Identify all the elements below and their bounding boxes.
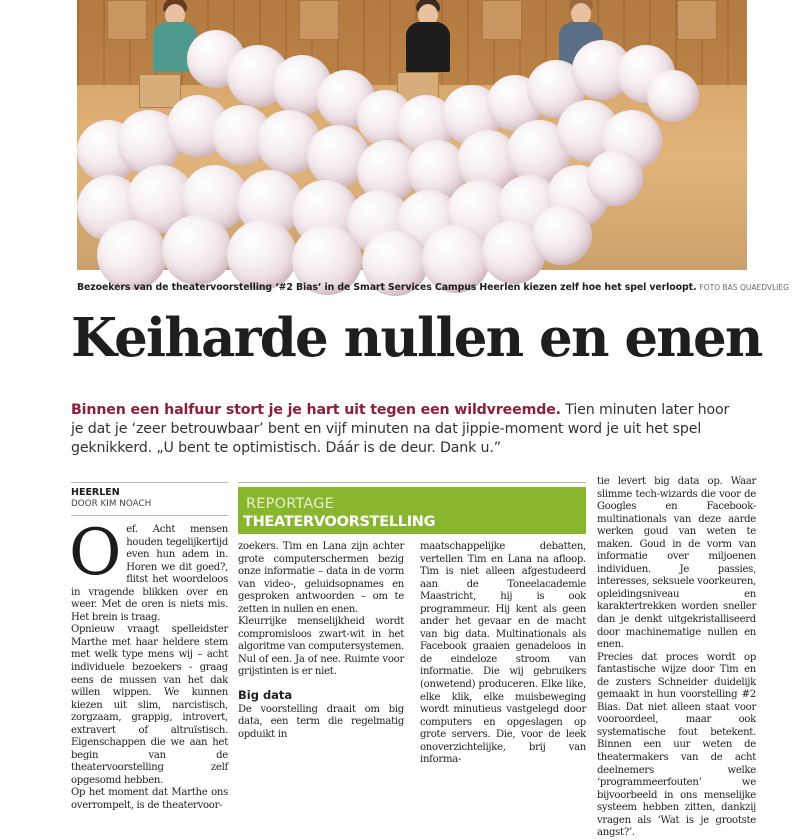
byline-author: DOOR KIM NOACH [71,499,152,509]
body-subhead: Big data [238,688,293,703]
body-paragraph: maatschappelijke debatten, vertellen Tim en Lana na afloop. Tim is niet alleen afgestudeerd aan de Toneelacademie Maastricht, hij is ook programmeur. Hij kent als geen ander het gevaar en de macht van big data. Multinationals als Facebook graaien genadeloos in de eindeloze stroom van informatie. Die wij gebruikers (onwetend) produceren. Elke like, elke klik, elke muisbeweging wordt minutieus vastgelegd door computers en opgeslagen op grote servers. Die, voor de leek onoverzichtelijke, brij van informa- [420,541,586,766]
body-paragraph: Kleurrijke menselijkheid wordt compromisloos zwart-wit in het algoritme van computersystemen. Nul of een. Ja of nee. Ruimte voor grijstinten is er niet. [238,616,404,678]
body-paragraph: De voorstelling draait om big data, een term die regelmatig opduikt in [238,703,404,740]
section-tag [238,487,586,534]
intro-lead: Binnen een halfuur stort je je hart uit tegen een wildvreemde. [71,402,561,418]
column-divider-line [71,482,228,483]
article-photo [77,0,747,270]
intro-rest: Tien minuten later hoor je dat je ‘zeer betrouwbaar’ bent en vijf minuten na dat jippie-moment word je uit het spel geknikkerd. „U bent te optimistisch. Dáár is de deur. Dank u.” [71,402,730,456]
photo-caption [77,282,789,293]
photo-credit: FOTO BAS QUAEDVLIEG [699,283,789,292]
body-paragraph: Op het moment dat Marthe ons overrompelt, is de theatervoor- [71,787,228,812]
body-paragraph: zoekers. Tim en Lana zijn achter grote computerschermen bezig onze informatie – data in de vorm van video-, geluidsopnames en gesproken antwoorden – om te zetten in nullen en enen. [238,541,404,615]
article-headline: Keiharde nullen en enen [71,307,762,369]
body-column-3 [420,541,586,800]
drop-cap: O [69,516,122,590]
photo-balloon-cloud [77,0,747,270]
body-paragraph: tie levert big data op. Waar slimme tech-wizards die voor de Googles en Facebook-multinationals van deze aarde werken goud van weten te maken. Goud in de vorm van informatie over miljoenen individuen. Je passies, interesses, seksuele voorkeuren, opleidingsniveau en karaktertrekken worden sneller dan je denkt uitgekristalliseerd door machinematige nullen en enen. [597,476,756,651]
section-tag-topic: THEATERVOORSTELLING [243,514,436,530]
body-column-1 [69,516,228,812]
column-divider-line [238,482,586,483]
section-tag-type: REPORTAGE [246,496,335,512]
body-paragraph: Opnieuw vraagt spelleidster Marthe met haar heldere stem met welk type mens wij – acht individuele bezoekers - graag eens de mussen van het dak willen wippen. We kunnen kiezen uit slim, narcistisch, zorgzaam, grappig, introvert, extravert of altruïstisch. Eigenschappen die we aan het begin van de theatervoorstelling zelf opgesomd hebben. [71,624,228,786]
article-intro [71,401,741,458]
caption-text: Bezoekers van de theatervoorstelling ‘#2 Bias’ in de Smart Services Campus Heerlen kiezen zelf hoe het spel verloopt. [77,282,697,293]
body-column-2 [238,541,404,800]
body-paragraph: Precies dat proces wordt op fantastische wijze door Tim en de zusters Schneider duidelijk gemaakt in hun voorstelling #2 Bias. Dat niet alleen staat voor vooroordeel, maar ook systematische fout betekent. Binnen een uur weten de theatermakers van de acht deelnemers welke ‘programmeerfouten’ we bijvoorbeeld in ons menselijke systeem hebben zitten, dankzij vragen als ‘Wat is je grootste angst?’. [597,651,756,839]
body-column-4 [597,476,756,839]
byline-location: HEERLEN [71,487,120,498]
body-paragraph: ef. Acht mensen houden tegelijkertijd even hun adem in. Horen we dit goed?, flitst het woordeloos in vragende blikken over en weer. Met de oren is niets mis. Het brein is traag. [71,524,228,623]
